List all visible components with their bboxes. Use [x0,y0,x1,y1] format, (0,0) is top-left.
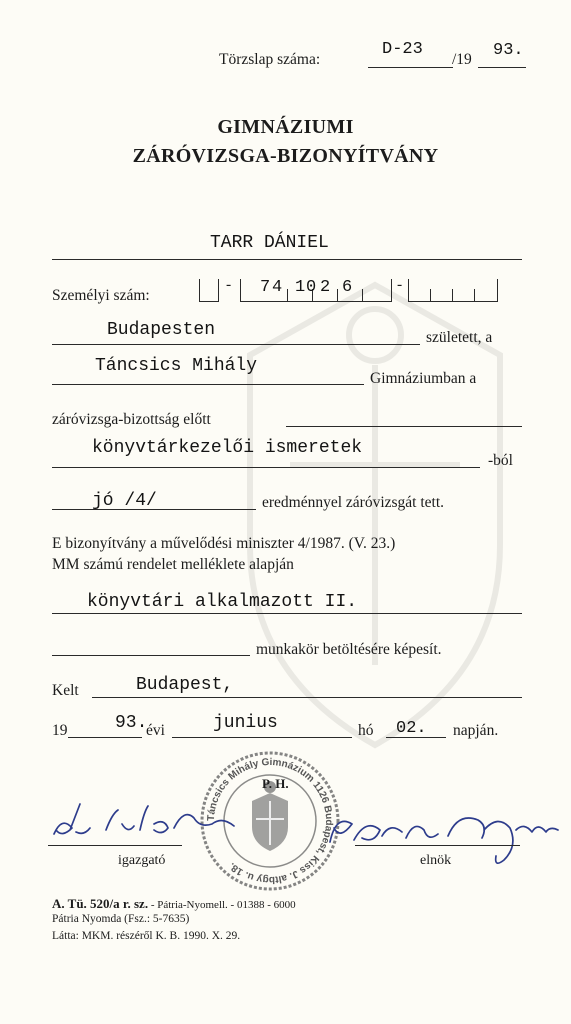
exam-grade: jó /4/ [92,491,157,511]
personal-id-divider [452,289,453,301]
register-label: Törzslap száma: [219,51,321,68]
personal-id-divider [430,289,431,301]
president-label: elnök [420,853,452,868]
issued-label: Kelt [52,682,79,699]
birth-label: született, a [426,329,493,346]
certificate-title-line2: ZÁRÓVIZSGA-BIZONYÍTVÁNY [132,145,439,167]
register-year: 93. [493,41,524,60]
personal-id-digit: 6 [342,278,353,297]
personal-id-dash-2: - [397,276,403,293]
school-label: Gimnáziumban a [370,370,477,387]
issued-year-line [68,737,142,738]
qualification-line-2 [52,655,250,656]
personal-id-digit: 1 [295,278,306,297]
exam-subject: könyvtárkezelői ismeretek [92,438,363,458]
personal-id-digit: 7 [260,278,271,297]
decree-line-1: E bizonyítvány a művelődési miniszter 4/1987. (V. 23.) [52,535,396,552]
footer-printer: - Pátria-Nyomell. - 01388 - 6000 [148,899,296,911]
personal-id-divider [287,289,288,301]
issued-day-line [386,737,446,738]
issued-month-line [172,737,352,738]
director-signature-line [48,845,182,846]
issued-year: 93. [115,713,148,733]
school-name: Táncsics Mihály [95,356,258,376]
issued-century: 19 [52,722,68,739]
issued-month: junius [213,713,278,733]
committee-label: záróvizsga-bizottság előtt [52,411,211,428]
personal-id-divider [337,289,338,301]
school-line [52,384,364,385]
director-label: igazgató [118,853,166,868]
personal-id-divider [362,289,363,301]
qualification-label: munkakör betöltésére képesít. [256,641,442,658]
personal-id-label: Személyi szám: [52,287,150,304]
footer-approval: Látta: MKM. részéről K. B. 1990. X. 29. [52,930,241,942]
president-signature [320,790,568,890]
qualification-line-1 [52,613,522,614]
name-line [52,259,522,260]
personal-id-divider [474,289,475,301]
personal-id-box-1 [199,279,219,302]
issued-month-label: hó [358,722,374,739]
register-number-line [368,67,453,68]
register-year-line [478,67,526,68]
birth-place-line [52,344,420,345]
issued-place: Budapest, [136,675,234,695]
footer-form-code: A. Tü. 520/a r. sz. [52,896,149,911]
issued-day: 02. [396,719,427,738]
birth-place: Budapesten [107,320,216,340]
footer-form-code-row [52,896,296,912]
register-year-prefix: /19 [452,51,472,68]
issued-place-line [92,697,522,698]
result-label: eredménnyel záróvizsgát tett. [262,494,445,511]
personal-id-box-3 [408,279,498,302]
committee-line [286,426,522,427]
ph-label: P. H. [262,776,289,791]
subject-line [52,467,480,468]
personal-id-dash-1: - [226,276,232,293]
footer-printer-line-2: Pátria Nyomda (Fsz.: 5-7635) [52,913,190,925]
grade-line [52,509,256,510]
issued-day-label: napján. [453,722,499,739]
decree-line-2: MM számú rendelet melléklete alapján [52,556,294,573]
stamp-text: Táncsics Mihály Gimnázium 1126 Budapest, Kiss J. altbgy u. 18. [205,756,335,886]
issued-year-label: évi [146,722,165,739]
personal-id-digit: 0 [306,278,317,297]
president-signature-line [355,845,520,846]
subject-suffix: -ból [488,452,513,469]
personal-id-digit: 2 [320,278,331,297]
personal-id-digit: 4 [272,278,283,297]
certificate-title-line1: GIMNÁZIUMI [217,116,354,138]
student-name: TARR DÁNIEL [210,233,329,253]
qualification: könyvtári alkalmazott II. [87,592,358,612]
register-number: D-23 [382,40,423,59]
